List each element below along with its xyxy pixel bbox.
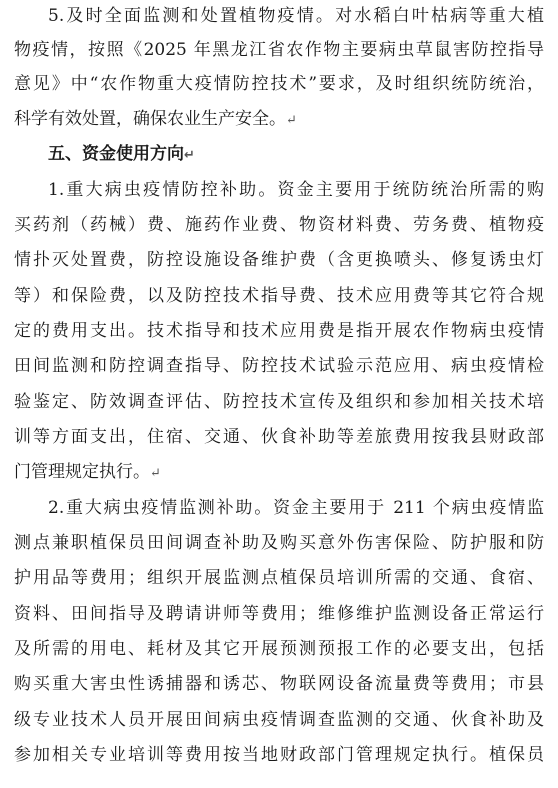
text-line: 田间监测和防控调查指导、防控技术试验示范应用、病虫疫情检 (14, 356, 544, 376)
paragraph-mark-icon: ↵ (184, 148, 195, 163)
text-line: 购买重大害虫性诱捕器和诱芯、物联网设备流量费等费用；市县 (14, 674, 544, 694)
text-line: 及所需的用电、耗材及其它开展预测预报工作的必要支出，包括 (14, 639, 544, 659)
text-line: 科学有效处置，确保农业生产安全。↵ (14, 109, 297, 129)
text-line: 验鉴定、防效调查评估、防控技术宣传及组织和参加相关技术培 (14, 392, 544, 412)
section-heading: 五、资金使用方向↵ (48, 144, 195, 164)
text-line: 等）和保险费，以及防控技术指导费、技术应用费等其它符合规 (14, 286, 544, 306)
text-line: 测点兼职植保员田间调查补助及购买意外伤害保险、防护服和防 (14, 533, 544, 553)
paragraph-mark-icon: ↵ (286, 113, 297, 128)
text-line: 5.及时全面监测和处置植物疫情。对水稻白叶枯病等重大植 (48, 6, 544, 26)
text-line: 护用品等费用；组织开展监测点植保员培训所需的交通、食宿、 (14, 568, 544, 588)
text-line: 1.重大病虫疫情防控补助。资金主要用于统防统治所需的购 (48, 180, 544, 200)
text-line: 训等方面支出，住宿、交通、伙食补助等差旅费用按我县财政部 (14, 427, 544, 447)
text-line: 参加相关专业培训等费用按当地财政部门管理规定执行。植保员 (14, 745, 544, 765)
text-line: 意见》中“农作物重大疫情防控技术”要求，及时组织统防统治， (14, 74, 544, 94)
text-line: 物疫情，按照《2025 年黑龙江省农作物主要病虫草鼠害防控指导 (14, 40, 544, 60)
text-line: 2.重大病虫疫情监测补助。资金主要用于 211 个病虫疫情监 (48, 498, 544, 518)
text-line: 情扑灭处置费，防控设施设备维护费（含更换喷头、修复诱虫灯 (14, 250, 544, 270)
text-line: 级专业技术人员开展田间病虫疫情调查监测的交通、伙食补助及 (14, 710, 544, 730)
text-line: 定的费用支出。技术指导和技术应用费是指开展农作物病虫疫情 (14, 321, 544, 341)
paragraph-mark-icon: ↵ (150, 466, 161, 481)
text-line: 买药剂（药械）费、施药作业费、物资材料费、劳务费、植物疫 (14, 215, 544, 235)
text-line: 门管理规定执行。↵ (14, 462, 161, 482)
text-line: 资料、田间指导及聘请讲师等费用；维修维护监测设备正常运行 (14, 604, 544, 624)
